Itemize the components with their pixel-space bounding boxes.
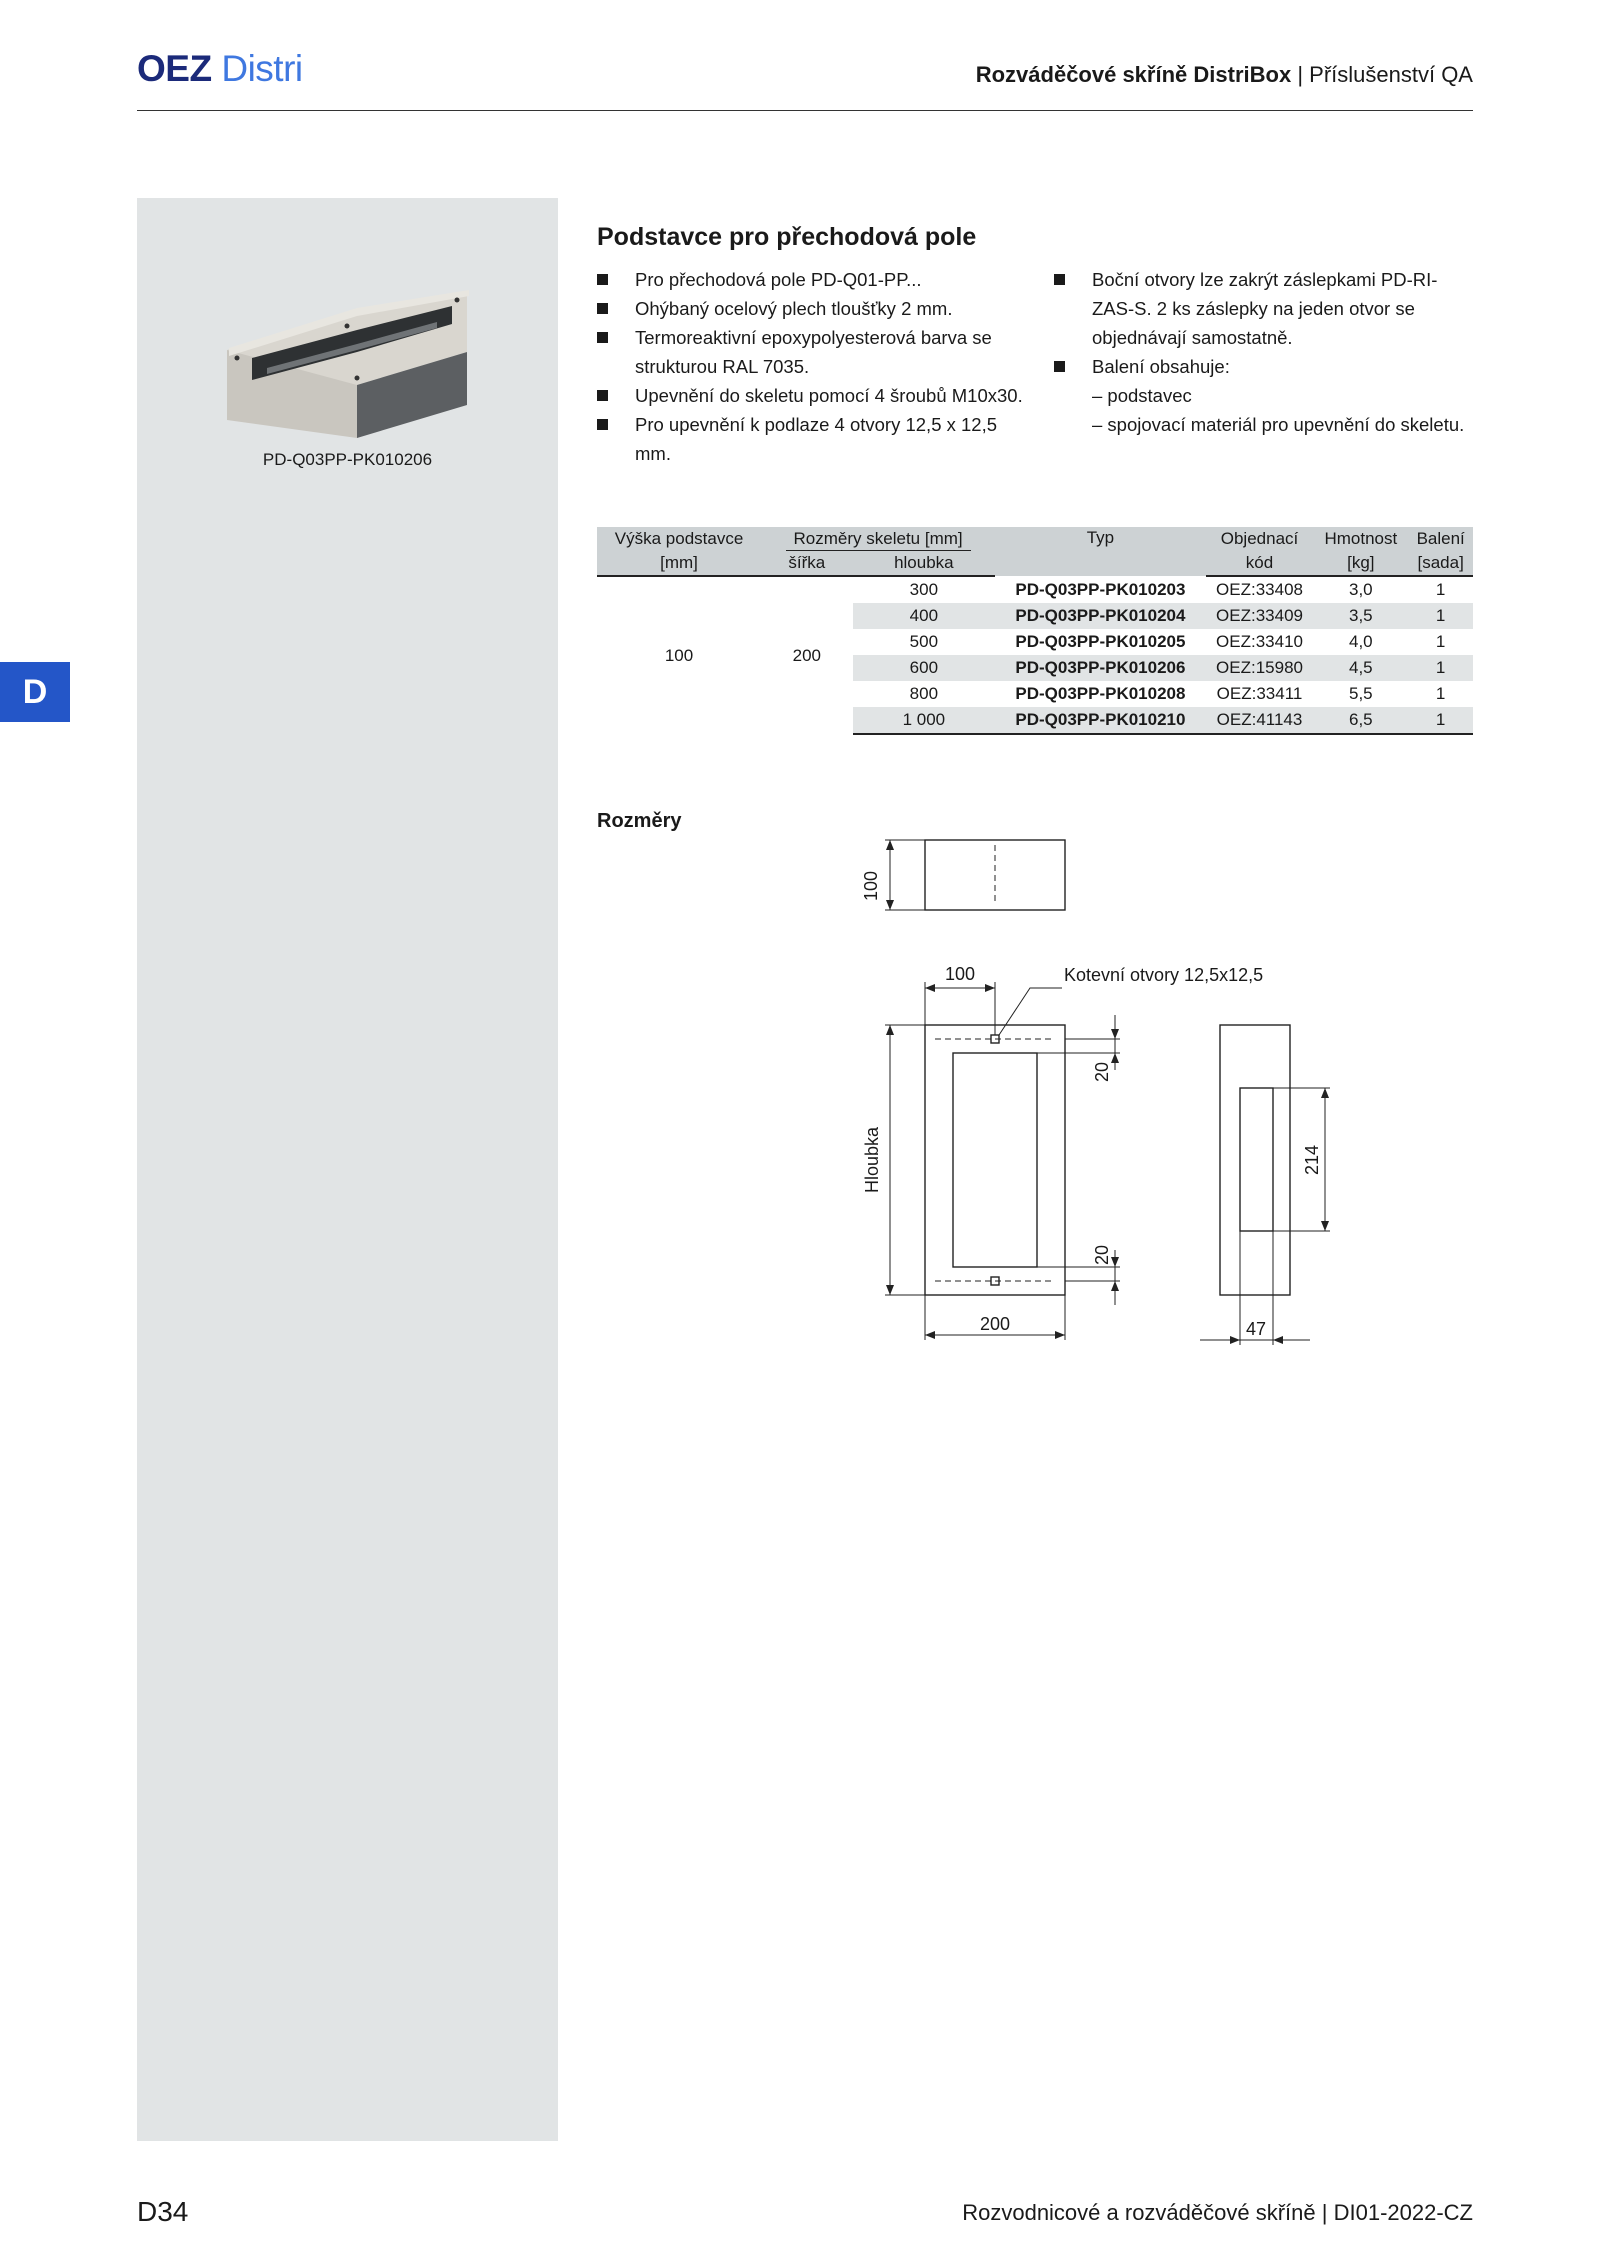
type-cell: PD-Q03PP-PK010206 [995,655,1206,681]
base-height-cell: 100 [664,645,694,665]
header-section-sub: Příslušenství QA [1309,62,1473,87]
weight-cell: 4,0 [1349,632,1373,651]
table-row [597,576,1473,603]
footer-doc [962,2200,1473,2226]
header-separator: | [1297,62,1304,87]
package-item: – spojovací materiál pro upevnění do skeletu. [1092,414,1465,435]
depth-cell: 500 [909,632,939,651]
list-item: Pro upevnění k podlaze 4 otvory 12,5 x 12,5 mm. [597,410,1027,468]
code-cell: OEZ:33411 [1216,684,1303,703]
package-item: – podstavec [1092,385,1192,406]
col-depth: hloubka [853,551,996,576]
dim-top-label: 20 [1092,1061,1112,1083]
header-divider [137,110,1473,111]
product-table [597,527,1473,735]
page-title: Podstavce pro přechodová pole [597,223,977,251]
logo-product: Distri [221,48,303,89]
pack-cell: 1 [1408,707,1473,734]
footer-separator: | [1321,2200,1328,2225]
weight-cell: 6,5 [1313,707,1408,734]
col-base-height: Výška podstavce [597,527,761,551]
pack-cell: 1 [1435,580,1446,599]
code-cell: OEZ:15980 [1206,655,1314,681]
chapter-tab[interactable]: D [0,662,70,722]
depth-cell: 600 [853,655,996,681]
width-cell: 200 [792,645,822,665]
dim-width-label: 200 [979,1314,1011,1334]
pack-cell: 1 [1408,603,1473,629]
sidebar-panel [137,198,558,2141]
col-pack: Balení [1408,527,1473,551]
list-item: Ohýbaný ocelový plech tloušťky 2 mm. [597,294,1027,323]
brand-logo [137,48,303,90]
type-cell: PD-Q03PP-PK010203 [1015,579,1186,599]
logo-brand: OEZ [137,48,212,89]
list-item: Upevnění do skeletu pomocí 4 šroubů M10x30. [597,381,1027,410]
header-section [976,62,1473,88]
col-weight-unit: [kg] [1313,551,1408,576]
dimensions-heading: Rozměry [597,810,682,832]
code-cell: OEZ:33408 [1216,580,1303,599]
feature-list-left [597,265,1027,468]
anchor-holes-label: Kotevní otvory 12,5x12,5 [1064,965,1264,985]
type-cell: PD-Q03PP-PK010208 [1015,684,1186,703]
depth-cell: 400 [853,603,996,629]
skeleton-dims-label: Rozměry skeletu [mm] [786,528,971,551]
footer-doc-code: DI01-2022-CZ [1333,2200,1473,2225]
depth-label: Hloubka [862,1126,882,1194]
col-weight: Hmotnost [1313,527,1408,551]
dim-bottom-label: 20 [1092,1244,1112,1266]
depth-cell: 800 [909,684,939,703]
col-pack-unit: [sada] [1408,551,1473,576]
dim-side-opening-label: 214 [1302,1144,1322,1176]
page-number: D34 [137,2196,189,2227]
dimension-drawing [830,820,1330,1360]
col-width: šířka [761,551,853,576]
list-item: Pro přechodová pole PD-Q01-PP... [597,265,1027,294]
code-cell: OEZ:33410 [1216,632,1303,651]
code-cell: OEZ:41143 [1206,707,1314,734]
depth-cell: 1 000 [853,707,996,734]
pack-cell: 1 [1435,684,1446,703]
header-section-title: Rozváděčové skříně DistriBox [975,62,1292,87]
weight-cell: 5,5 [1349,684,1373,703]
list-item: Boční otvory lze zakrýt záslepkami PD-RI-ZAS-S. 2 ks záslepky na jeden otvor se objednávají samostatně. [1054,265,1474,352]
product-photo [207,240,497,440]
depth-cell: 300 [909,580,939,599]
dim-hole-offset-label: 100 [944,964,976,984]
type-cell: PD-Q03PP-PK010204 [995,603,1206,629]
type-cell: PD-Q03PP-PK010205 [1015,632,1186,651]
weight-cell: 3,0 [1349,580,1373,599]
code-cell: OEZ:33409 [1206,603,1314,629]
feature-list-right [1054,265,1474,439]
col-order-code: Objednací [1206,527,1314,551]
pack-cell: 1 [1435,632,1446,651]
dim-height-label: 100 [861,870,881,902]
col-order-code-2: kód [1206,551,1314,576]
list-item: Termoreaktivní epoxypolyesterová barva se strukturou RAL 7035. [597,323,1027,381]
type-cell: PD-Q03PP-PK010210 [995,707,1206,734]
weight-cell: 4,5 [1313,655,1408,681]
footer-doc-title: Rozvodnicové a rozváděčové skříně [962,2200,1316,2225]
weight-cell: 3,5 [1313,603,1408,629]
col-base-height-unit: [mm] [597,551,761,576]
col-type: Typ [995,527,1206,576]
dim-side-width-label: 47 [1245,1319,1267,1339]
product-photo-caption: PD-Q03PP-PK010206 [262,450,433,469]
col-skeleton-dims [761,527,995,551]
pack-cell: 1 [1408,655,1473,681]
list-item: Balení obsahuje: [1054,352,1474,381]
